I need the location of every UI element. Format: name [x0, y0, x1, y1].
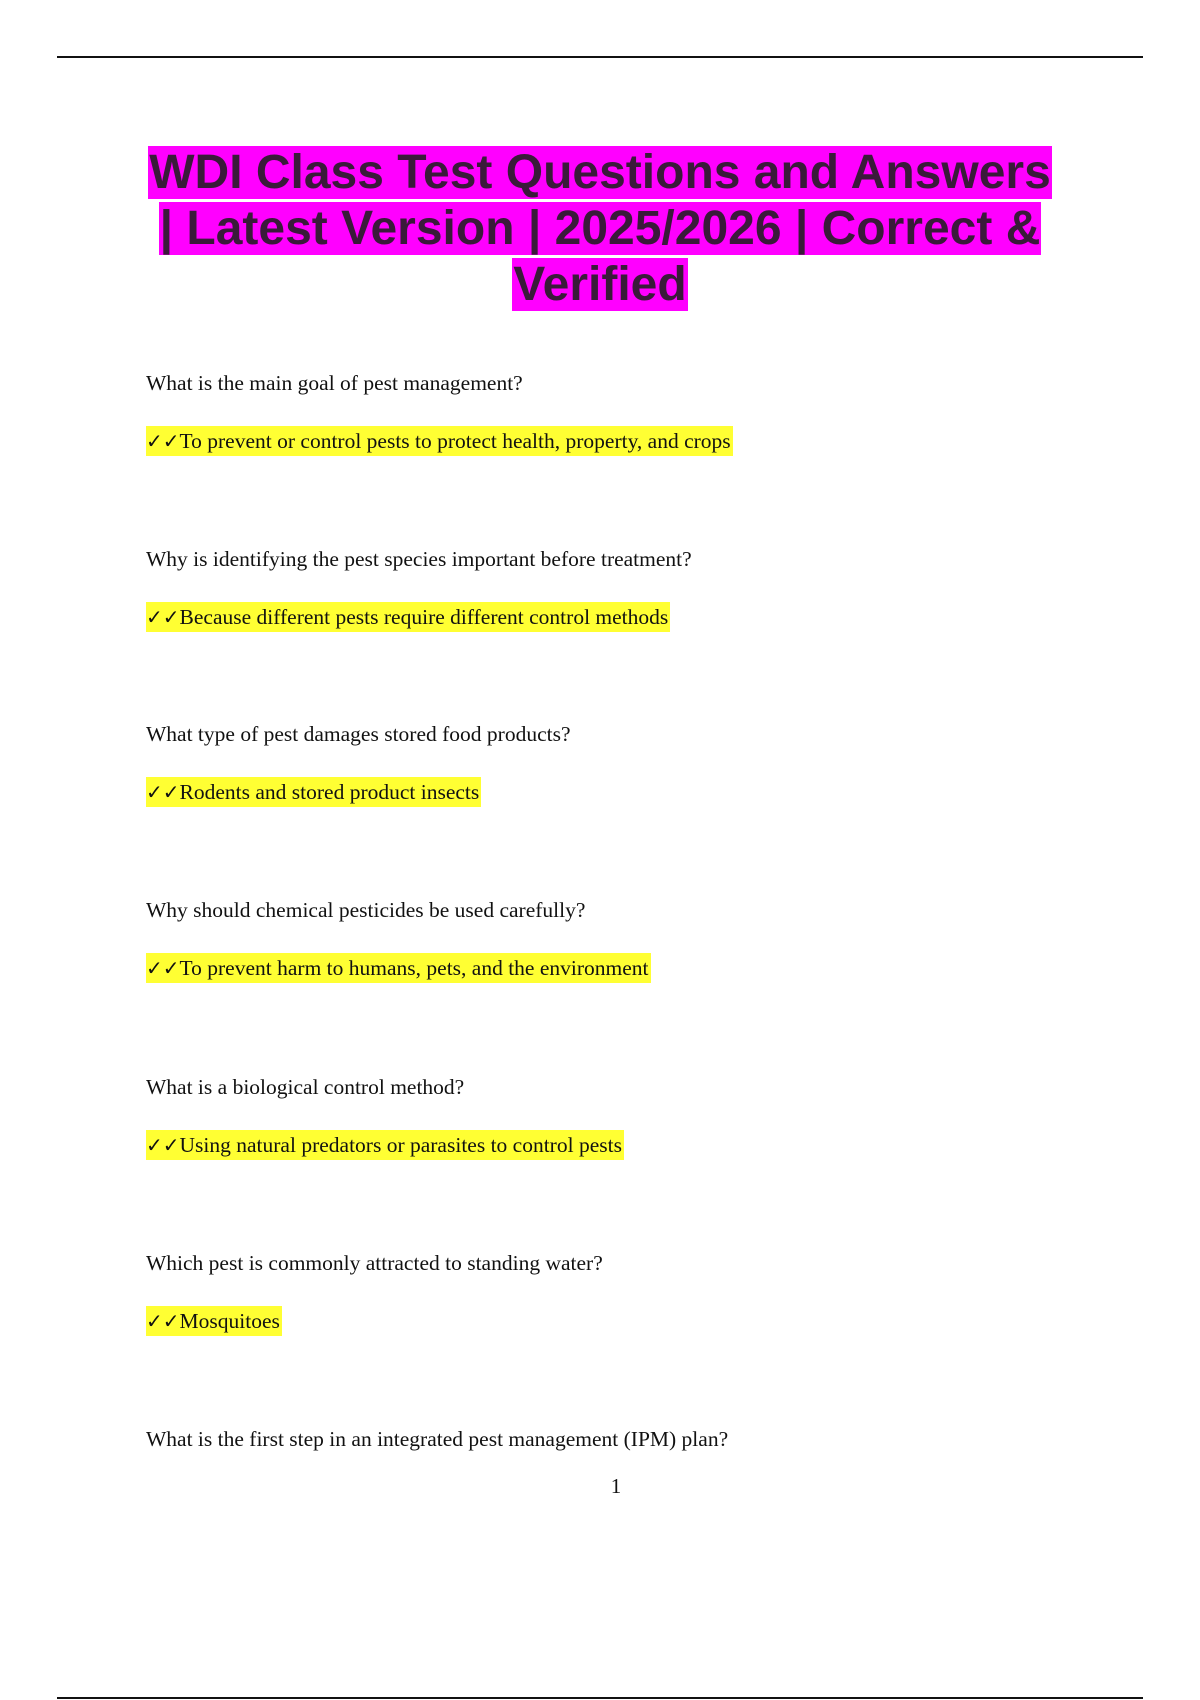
qa-item-7 [146, 1425, 1106, 1453]
top-rule [57, 56, 1143, 58]
answer-1: ✓✓To prevent or control pests to protect health, property, and crops [146, 427, 1106, 455]
answer-3: ✓✓Rodents and stored product insects [146, 778, 1106, 806]
question-3: What type of pest damages stored food products? [146, 722, 571, 746]
answer-4: ✓✓To prevent harm to humans, pets, and the environment [146, 954, 1106, 982]
qa-item-3 [146, 720, 1106, 806]
qa-item-1 [146, 369, 1106, 455]
checkmark-icon: ✓✓ [146, 780, 180, 804]
qa-item-6 [146, 1249, 1106, 1335]
answer-2: ✓✓Because different pests require different control methods [146, 603, 1106, 631]
qa-item-4 [146, 896, 1106, 982]
checkmark-icon: ✓✓ [146, 429, 180, 453]
answer-5: ✓✓Using natural predators or parasites to control pests [146, 1131, 1106, 1159]
question-5: What is a biological control method? [146, 1075, 465, 1099]
qa-item-2 [146, 545, 1106, 631]
question-6: Which pest is commonly attracted to standing water? [146, 1251, 603, 1275]
page-number: 1 [610, 1474, 622, 1498]
qa-item-5 [146, 1073, 1106, 1159]
question-4: Why should chemical pesticides be used carefully? [146, 898, 586, 922]
question-1: What is the main goal of pest management? [146, 371, 523, 395]
checkmark-icon: ✓✓ [146, 605, 180, 629]
checkmark-icon: ✓✓ [146, 1133, 180, 1157]
question-7: What is the first step in an integrated pest management (IPM) plan? [146, 1427, 729, 1451]
checkmark-icon: ✓✓ [146, 956, 180, 980]
document-title: WDI Class Test Questions and Answers | Latest Version | 2025/2026 | Correct & Verified [149, 146, 1051, 311]
bottom-rule [57, 1697, 1143, 1699]
answer-6: ✓✓Mosquitoes [146, 1307, 1106, 1335]
question-2: Why is identifying the pest species important before treatment? [146, 547, 692, 571]
checkmark-icon: ✓✓ [146, 1309, 180, 1333]
